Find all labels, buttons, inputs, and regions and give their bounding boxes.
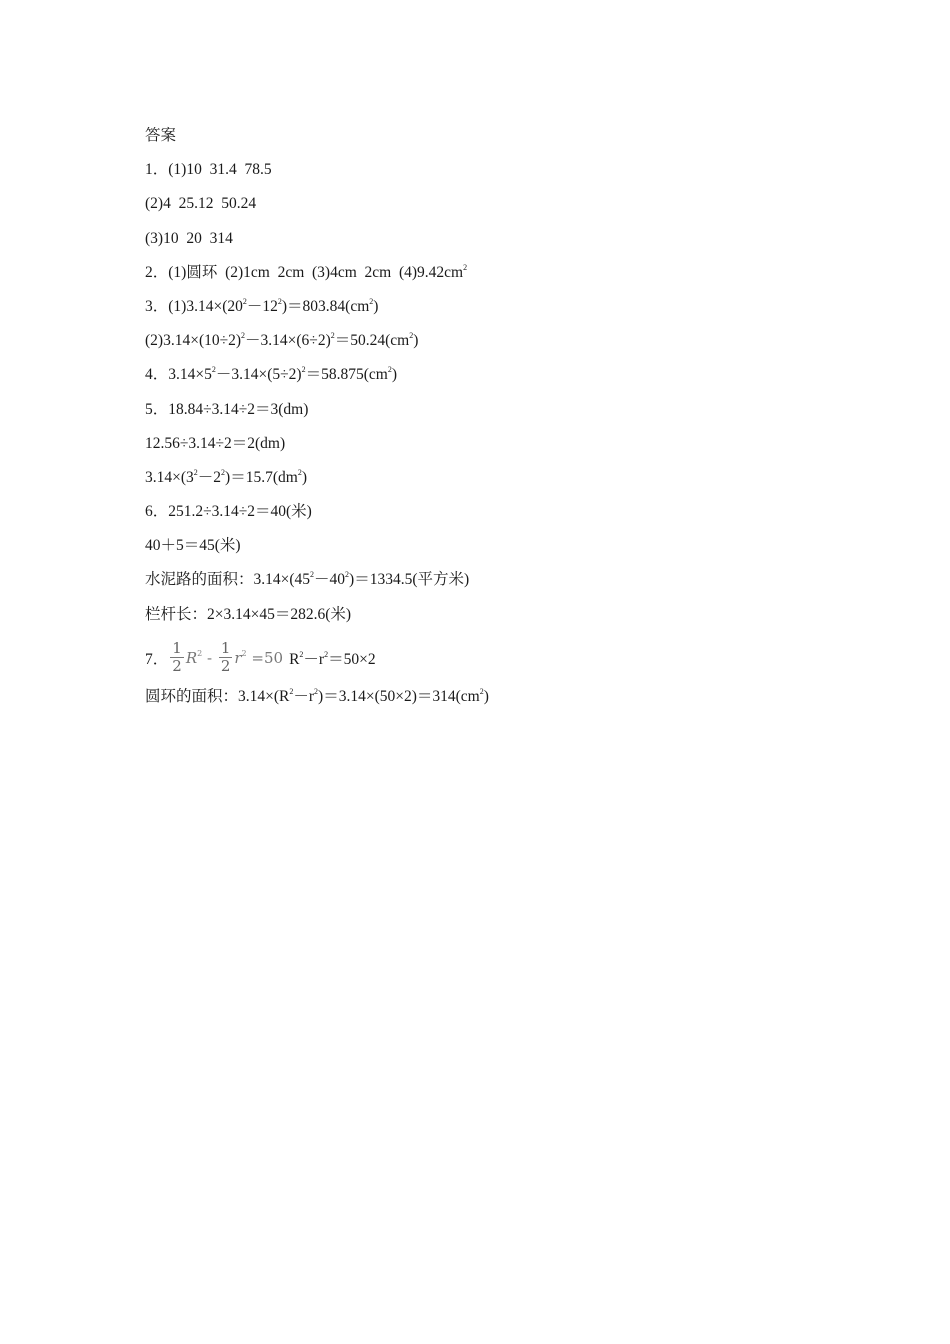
answer-7-number: 7． bbox=[145, 650, 169, 668]
answer-7-equation bbox=[145, 635, 845, 681]
answer-2: 2．(1)圆环 (2)1cm 2cm (3)4cm 2cm $(4)9.42cm^2$ bbox=[145, 262, 468, 281]
equals-fifty: =50 bbox=[246, 648, 284, 667]
term-R-squared: $R^2$ bbox=[185, 648, 203, 667]
answer-1-line-3: (3)10 20 314 bbox=[145, 229, 233, 247]
answer-7-rhs: $R^2-r^2=50\times 2$ bbox=[289, 649, 376, 668]
answer-6-line-3: 水泥路的面积：$3.14\times(45^2-40^2)=1334.5$(平方米) bbox=[145, 570, 470, 589]
answer-7-line-2: 圆环的面积：$3.14\times(R^2-r^2)=3.14\times(50\times 2)=314(cm^2)$ bbox=[145, 686, 489, 705]
answer-1-line-1: 1．(1)10 31.4 78.5 bbox=[145, 161, 272, 179]
term-r-squared: $r^2$ bbox=[234, 648, 247, 667]
fraction-half-2: $\frac{1}{2}$ bbox=[220, 639, 231, 676]
answer-5-line-1: 5．18.84÷3.14÷2＝3(dm) bbox=[145, 400, 309, 418]
answer-4: 4．$3.14\times 5^2-3.14\times(5\div 2)^2=58.875(cm^2)$ bbox=[145, 365, 397, 384]
minus-sign: - bbox=[202, 648, 217, 667]
fraction-half-1: $\frac{1}{2}$ bbox=[172, 639, 182, 676]
answer-6-line-2: 40＋5＝45(米) bbox=[145, 537, 241, 555]
answer-5-line-3: $3.14\times(3^2-2^2)=15.7(dm^2)$ bbox=[145, 467, 307, 486]
answer-heading: 答案 bbox=[145, 127, 177, 144]
answer-6-line-1: 6．251.2÷3.14÷2＝40(米) bbox=[145, 503, 312, 521]
answer-1-line-2: (2)4 25.12 50.24 bbox=[145, 195, 257, 213]
answer-3-line-1: 3．$(1)3.14\times(20^2-12^2)=803.84(cm^2)$ bbox=[145, 296, 379, 315]
answer-content bbox=[145, 126, 845, 721]
answer-3-line-2: $(2)3.14\times(10\div 2)^2-3.14\times(6\div 2)^2=50.24(cm^2)$ bbox=[145, 331, 419, 350]
answer-6-line-4: 栏杆长：2×3.14×45＝282.6(米) bbox=[145, 605, 352, 623]
answer-5-line-2: 12.56÷3.14÷2＝2(dm) bbox=[145, 434, 286, 452]
